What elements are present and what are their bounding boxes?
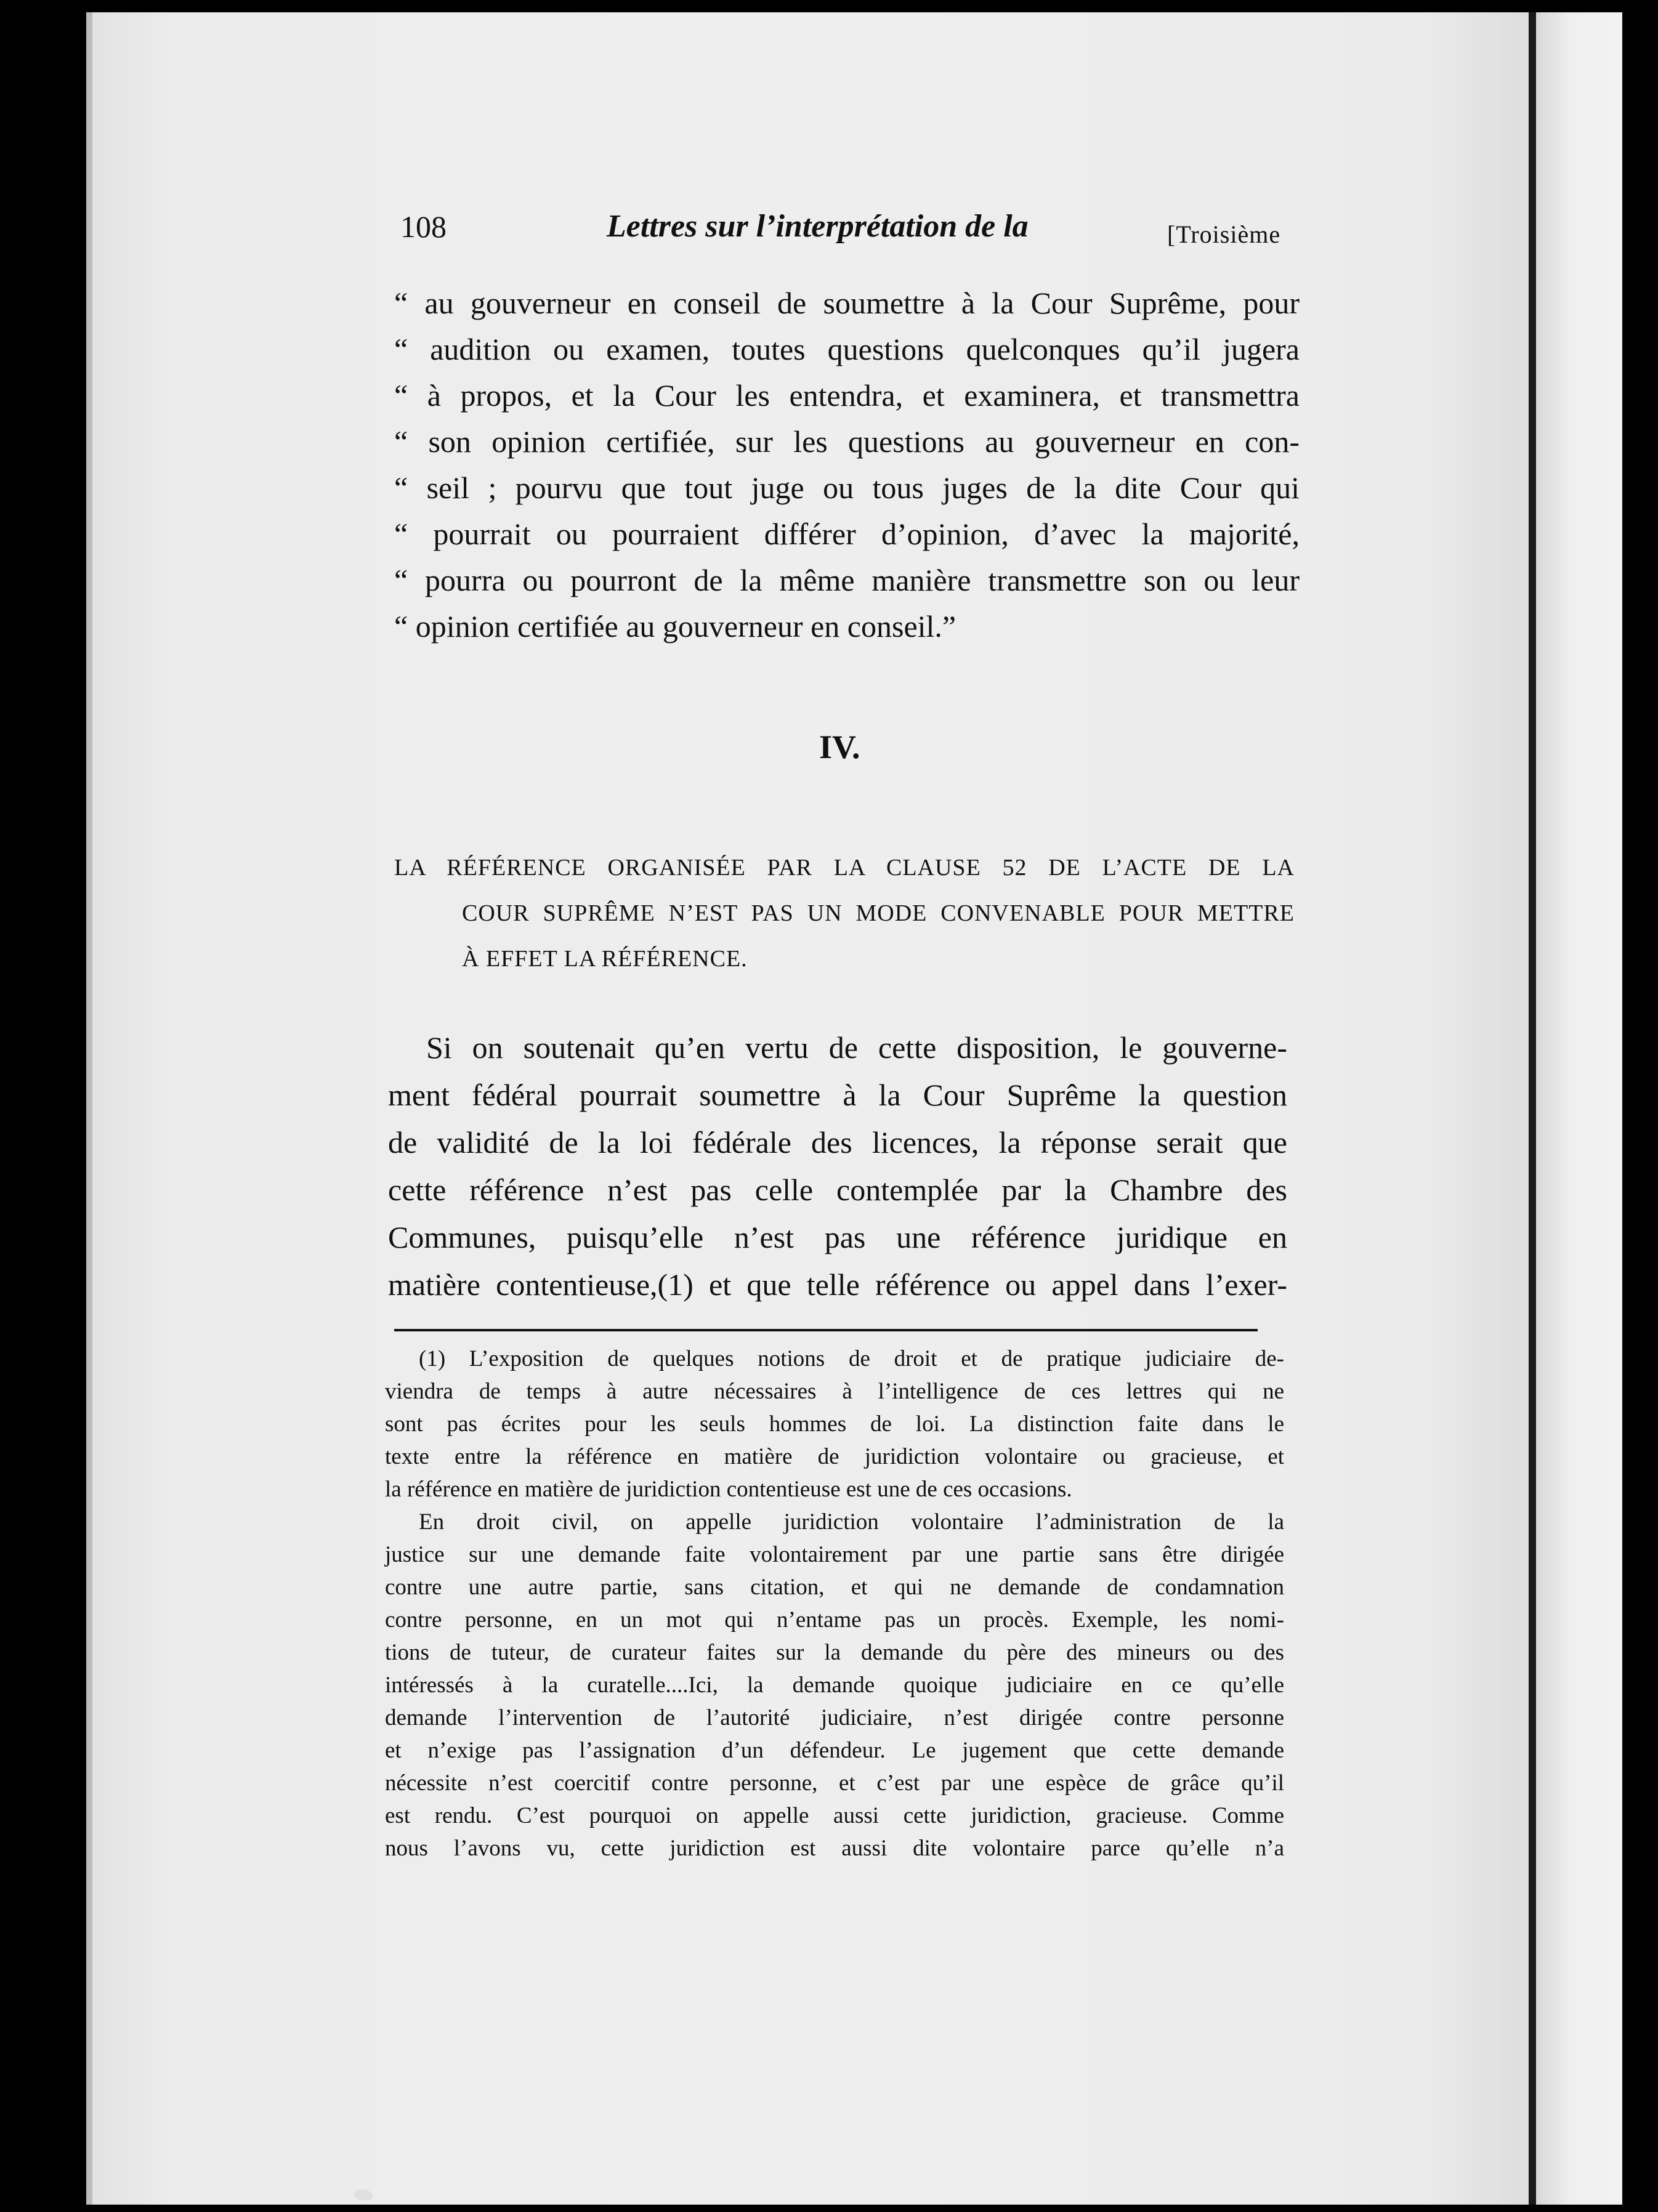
body-paragraph [388, 1024, 1287, 1309]
body-line: Communes, puisqu’elle n’est pas une référence juridique en [388, 1220, 1287, 1254]
footnote-line: sont pas écrites pour les seuls hommes de loi. La distinction faite dans le [385, 1411, 1284, 1437]
footnote-divider [394, 1329, 1258, 1331]
quote-line: “ audition ou examen, toutes questions quelconques qu’il jugera [394, 332, 1300, 366]
footnote-line: et n’exige pas l’assignation d’un défendeur. Le jugement que cette demande [385, 1738, 1284, 1763]
footnote-line: texte entre la référence en matière de juridiction volontaire ou gracieuse, et [385, 1444, 1284, 1469]
running-section-label: [Troisième [1167, 220, 1281, 248]
footnote-line: nécessite n’est coercitif contre personne, et c’est par une espèce de grâce qu’il [385, 1770, 1284, 1796]
footnote-line: En droit civil, on appelle juridiction volontaire l’administration de la [419, 1509, 1284, 1535]
footnote-line: intéressés à la curatelle....Ici, la demande quoique judiciaire en ce qu’elle [385, 1673, 1284, 1698]
body-line: de validité de la loi fédérale des licences, la réponse serait que [388, 1125, 1287, 1160]
footnote-line: nous l’avons vu, cette juridiction est aussi dite volontaire parce qu’elle n’a [385, 1836, 1284, 1861]
quote-line: “ seil ; pourvu que tout juge ou tous juges de la dite Cour qui [394, 470, 1300, 505]
quote-line: “ opinion certifiée au gouverneur en conseil.” [394, 609, 956, 644]
section-title [394, 845, 1295, 982]
section-title-line: À EFFET LA RÉFÉRENCE. [462, 946, 748, 972]
section-title-line: COUR SUPRÊME N’EST PAS UN MODE CONVENABLE POUR METTRE [462, 900, 1295, 926]
running-title: Lettres sur l’interprétation de la [607, 209, 1029, 244]
footnote-line: contre une autre partie, sans citation, et qui ne demande de condamnation [385, 1575, 1284, 1600]
footnote-line: la référence en matière de juridiction contentieuse est une de ces occasions. [385, 1477, 1072, 1502]
footnote-line: tions de tuteur, de curateur faites sur la demande du père des mineurs ou des [385, 1640, 1284, 1665]
quote-line: “ pourrait ou pourraient différer d’opinion, d’avec la majorité, [394, 517, 1300, 551]
quote-line: “ son opinion certifiée, sur les questions au gouverneur en con- [394, 424, 1300, 459]
body-line: matière contentieuse,(1) et que telle référence ou appel dans l’exer- [388, 1267, 1287, 1302]
body-line: ment fédéral pourrait soumettre à la Cour Suprême la question [388, 1078, 1287, 1112]
quote-line: “ à propos, et la Cour les entendra, et examinera, et transmettra [394, 378, 1300, 413]
footnote-line: viendra de temps à autre nécessaires à l’intelligence de ces lettres qui ne [385, 1379, 1284, 1404]
footnote-line: justice sur une demande faite volontairement par une partie sans être dirigée [385, 1542, 1284, 1567]
footnote-line: demande l’intervention de l’autorité judiciaire, n’est dirigée contre personne [385, 1705, 1284, 1730]
footnote [385, 1342, 1284, 1865]
body-line: cette référence n’est pas celle contemplée par la Chambre des [388, 1173, 1287, 1207]
footnote-line: contre personne, en un mot qui n’entame pas un procès. Exemple, les nomi- [385, 1607, 1284, 1633]
body-line: Si on soutenait qu’en vertu de cette disposition, le gouverne- [426, 1030, 1287, 1065]
chapter-number: IV. [819, 729, 860, 765]
footnote-line: est rendu. C’est pourquoi on appelle aussi cette juridiction, gracieuse. Comme [385, 1803, 1284, 1828]
page-number: 108 [400, 209, 447, 244]
quote-line: “ pourra ou pourront de la même manière transmettre son ou leur [394, 563, 1300, 597]
scan-speck [354, 2189, 373, 2200]
section-title-line: LA RÉFÉRENCE ORGANISÉE PAR LA CLAUSE 52 DE L’ACTE DE LA [394, 855, 1295, 881]
footnote-line: (1) L’exposition de quelques notions de droit et de pratique judiciaire de- [419, 1346, 1284, 1371]
quote-line: “ au gouverneur en conseil de soumettre à la Cour Suprême, pour [394, 286, 1300, 320]
quoted-statute [394, 280, 1300, 650]
